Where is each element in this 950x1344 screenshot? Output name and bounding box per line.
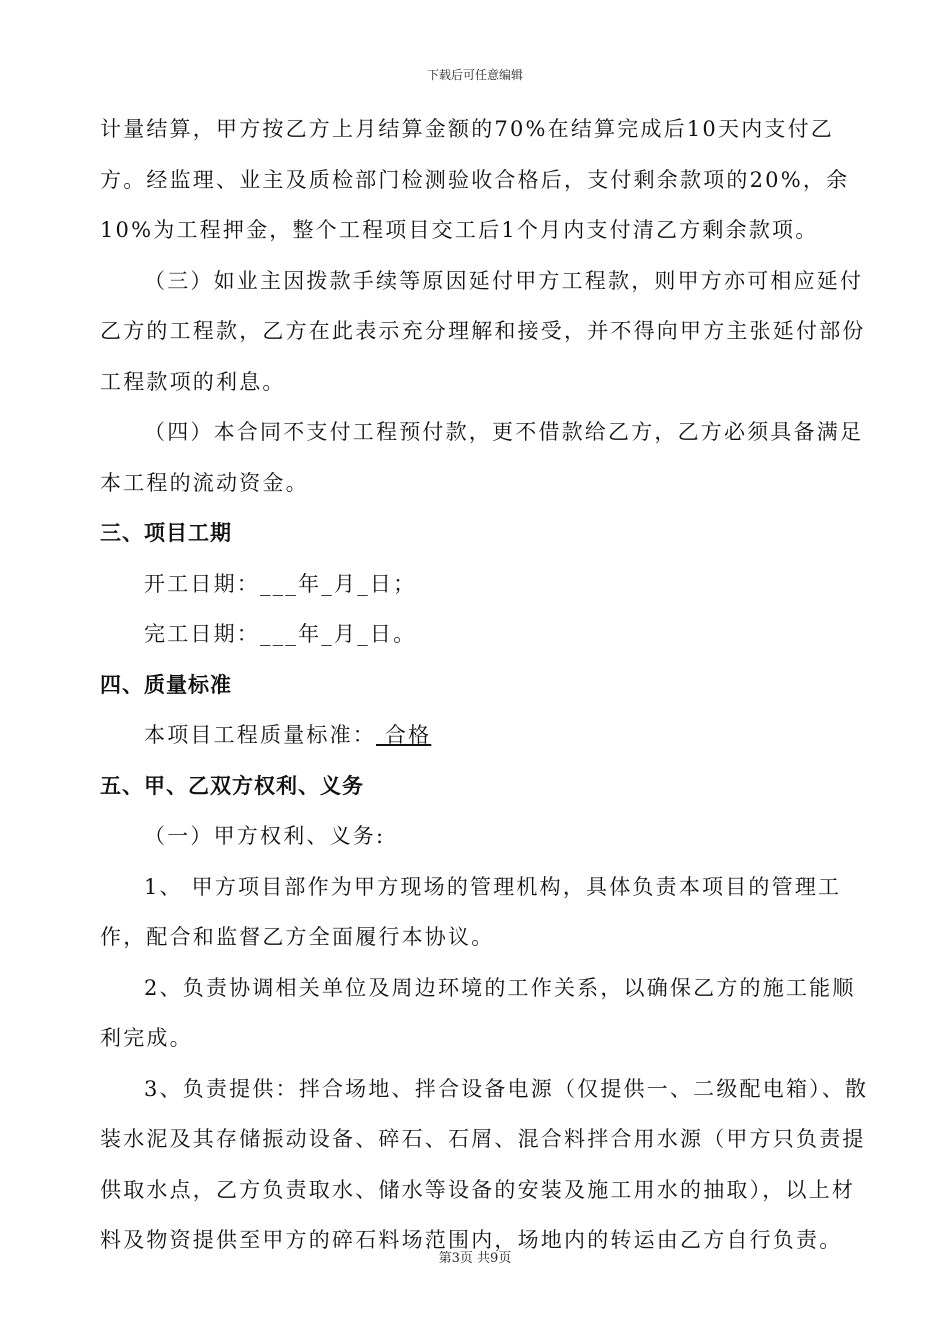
- list-item: 1、 甲方项目部作为甲方现场的管理机构，具体负责本项目的管理工作，配合和监督乙方全面履行本协议。: [100, 874, 842, 949]
- start-date-blank: ___年_月_日；: [260, 571, 417, 596]
- paragraph-no-prepayment: （四）本合同不支付工程预付款，更不借款给乙方，乙方必须具备满足本工程的流动资金。: [100, 420, 864, 495]
- start-date-label: 开工日期：: [144, 571, 260, 596]
- quality-standard-label: 本项目工程质量标准：: [144, 723, 376, 747]
- quality-standard-line: [100, 710, 870, 761]
- section-heading-rights: 五、甲、乙双方权利、义务: [100, 772, 364, 798]
- subsection-party-a: （一）甲方权利、义务:: [144, 824, 386, 848]
- list-item: 3、负责提供：拌合场地、拌合设备电源（仅提供一、二级配电箱）、散装水泥及其存储振动设备、碎石、石屑、混合料拌合用水源（甲方只负责提供取水点，乙方负责取水、储水等设备的安装及施工用水的抽取），以上材料及物资提供至甲方的碎石料场范围内，场地内的转运由乙方自行负责。: [100, 1076, 869, 1252]
- end-date-blank: ___年_月_日。: [260, 622, 417, 646]
- quality-standard-value: 合格: [376, 723, 432, 747]
- document-body: [100, 104, 870, 1266]
- section-heading-quality: 四、质量标准: [100, 671, 232, 697]
- start-date-line: [100, 559, 870, 610]
- page-footer: 第3页 共9页: [438, 1251, 512, 1266]
- end-date-line: [100, 609, 870, 660]
- paragraph-payment-settlement: 计量结算，甲方按乙方上月结算金额的70%在结算完成后10天内支付乙方。经监理、业主及质检部门检测验收合格后，支付剩余款项的20%，余10%为工程押金，整个工程项目交工后1个月内支付清乙方剩余款项。: [100, 117, 850, 242]
- paragraph-delayed-payment: （三）如业主因拨款手续等原因延付甲方工程款，则甲方亦可相应延付乙方的工程款，乙方在此表示充分理解和接受，并不得向甲方主张延付部份工程款项的利息。: [100, 268, 866, 394]
- section-heading-schedule: 三、项目工期: [100, 520, 232, 545]
- list-item: 2、负责协调相关单位及周边环境的工作关系，以确保乙方的施工能顺利完成。: [100, 975, 856, 1050]
- page-header: 下载后可任意编辑: [426, 68, 523, 82]
- end-date-label: 完工日期：: [144, 622, 260, 646]
